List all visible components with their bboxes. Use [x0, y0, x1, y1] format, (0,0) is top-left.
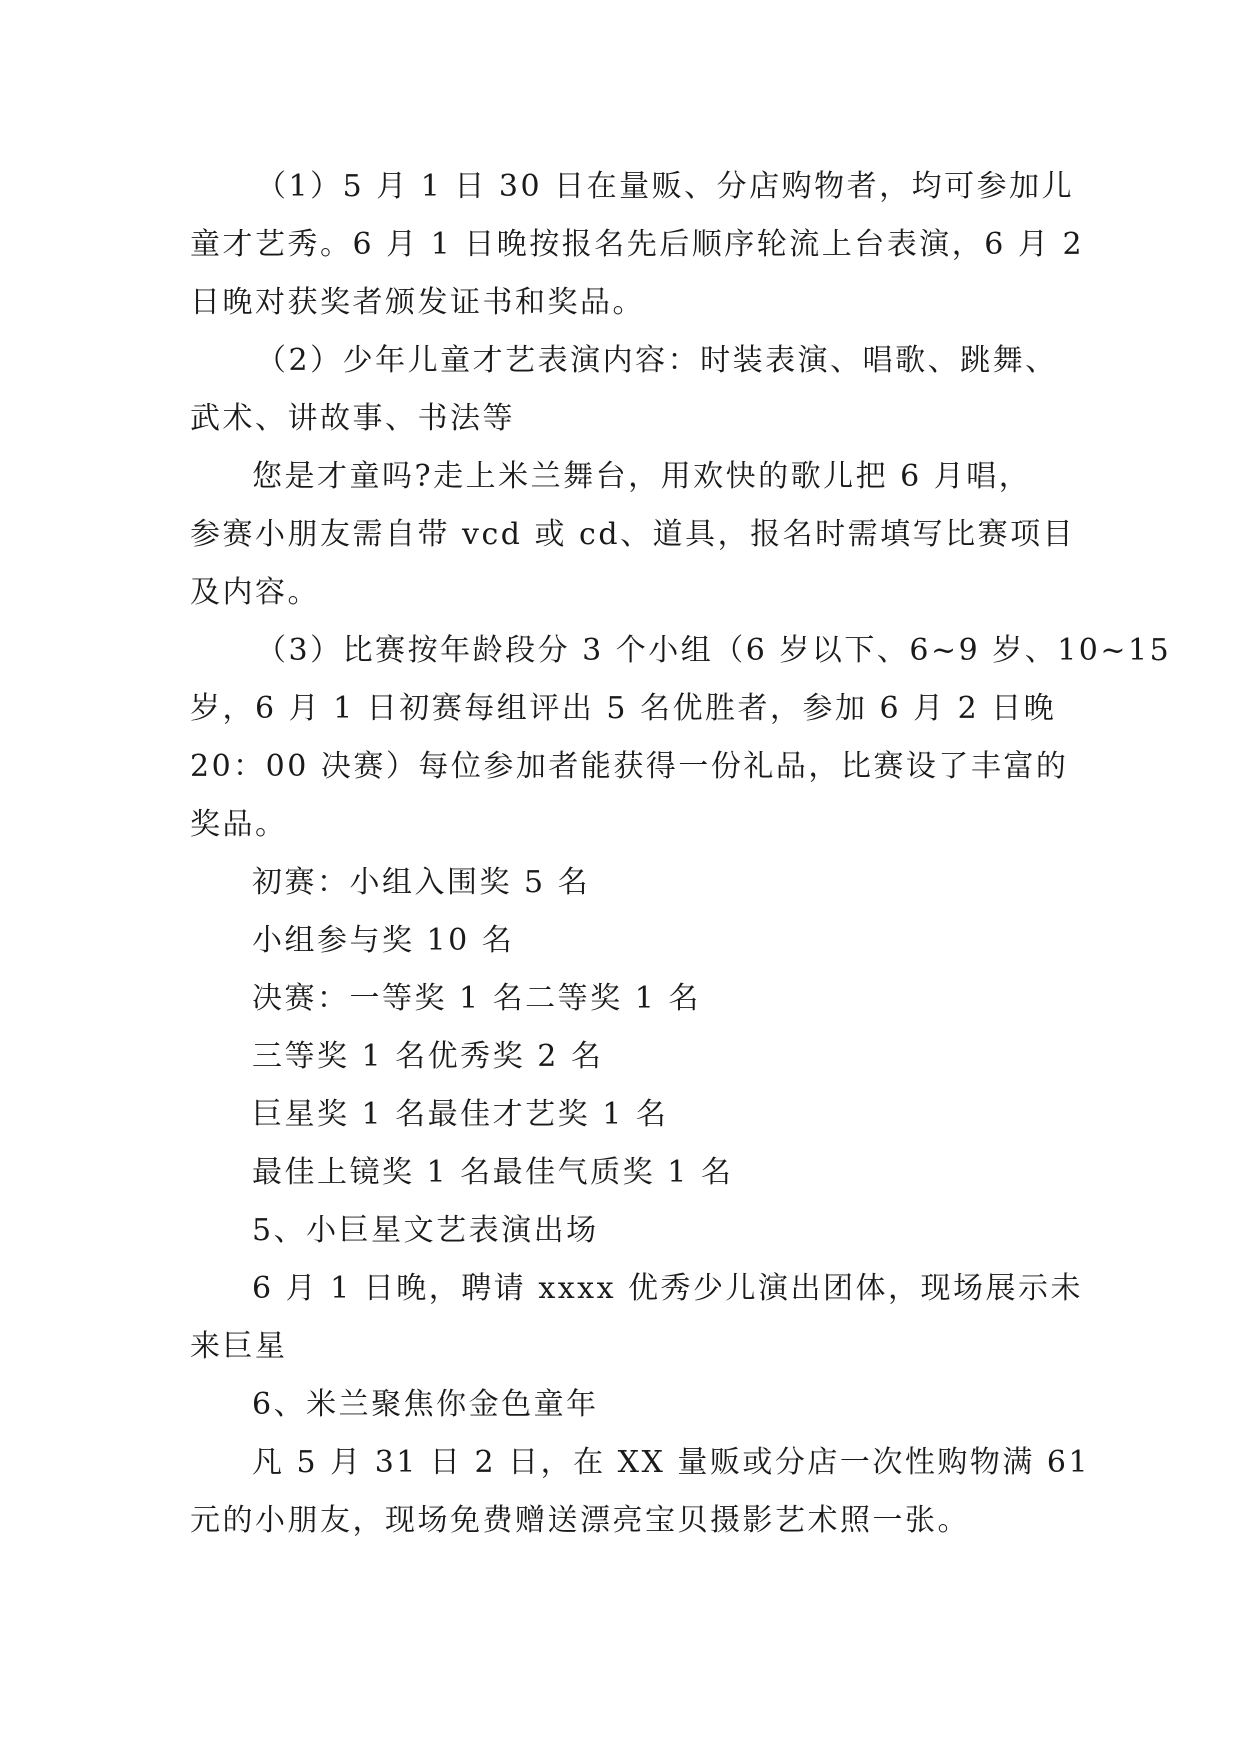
paragraph-1-line-1: （1）5 月 1 日 30 日在量贩、分店购物者，均可参加儿 [256, 169, 1075, 204]
paragraph-4-line-2: 岁，6 月 1 日初赛每组评出 5 名优胜者，参加 6 月 2 日晚 [190, 691, 1057, 726]
section-5-heading: 5、小巨星文艺表演出场 [252, 1213, 599, 1248]
document-body [190, 158, 1172, 1550]
paragraph-4-line-4: 奖品。 [190, 807, 288, 842]
paragraph-3-line-1: 您是才童吗?走上米兰舞台，用欢快的歌儿把 6 月唱， [252, 459, 1032, 494]
section-5-line-1: 6 月 1 日晚，聘请 xxxx 优秀少儿演出团体，现场展示未 [252, 1271, 1084, 1306]
section-6-line-2: 元的小朋友，现场免费赠送漂亮宝贝摄影艺术照一张。 [190, 1503, 970, 1538]
prize-line-star: 巨星奖 1 名最佳才艺奖 1 名 [252, 1097, 669, 1132]
prize-line-final: 决赛：一等奖 1 名二等奖 1 名 [252, 981, 701, 1016]
section-6-line-1: 凡 5 月 31 日 2 日，在 XX 量贩或分店一次性购物满 61 [252, 1445, 1091, 1480]
paragraph-4-line-1: （3）比赛按年龄段分 3 个小组（6 岁以下、6~9 岁、10~15 [256, 633, 1172, 668]
prize-line-preliminary: 初赛：小组入围奖 5 名 [252, 865, 591, 900]
section-5-line-2: 来巨星 [190, 1329, 288, 1364]
paragraph-3-line-2: 参赛小朋友需自带 vcd 或 cd、道具，报名时需填写比赛项目 [190, 517, 1076, 552]
paragraph-4-line-3: 20：00 决赛）每位参加者能获得一份礼品，比赛设了丰富的 [190, 749, 1069, 784]
paragraph-1-line-3: 日晚对获奖者颁发证书和奖品。 [190, 285, 645, 320]
paragraph-3-line-3: 及内容。 [190, 575, 320, 610]
section-6-heading: 6、米兰聚焦你金色童年 [252, 1387, 599, 1422]
prize-line-third: 三等奖 1 名优秀奖 2 名 [252, 1039, 604, 1074]
prize-line-participation: 小组参与奖 10 名 [252, 923, 515, 958]
paragraph-1-line-2: 童才艺秀。6 月 1 日晚按报名先后顺序轮流上台表演，6 月 2 [190, 227, 1085, 262]
paragraph-2-line-1: （2）少年儿童才艺表演内容：时装表演、唱歌、跳舞、 [256, 343, 1058, 378]
paragraph-2-line-2: 武术、讲故事、书法等 [190, 401, 515, 436]
prize-line-photogenic: 最佳上镜奖 1 名最佳气质奖 1 名 [252, 1155, 734, 1190]
